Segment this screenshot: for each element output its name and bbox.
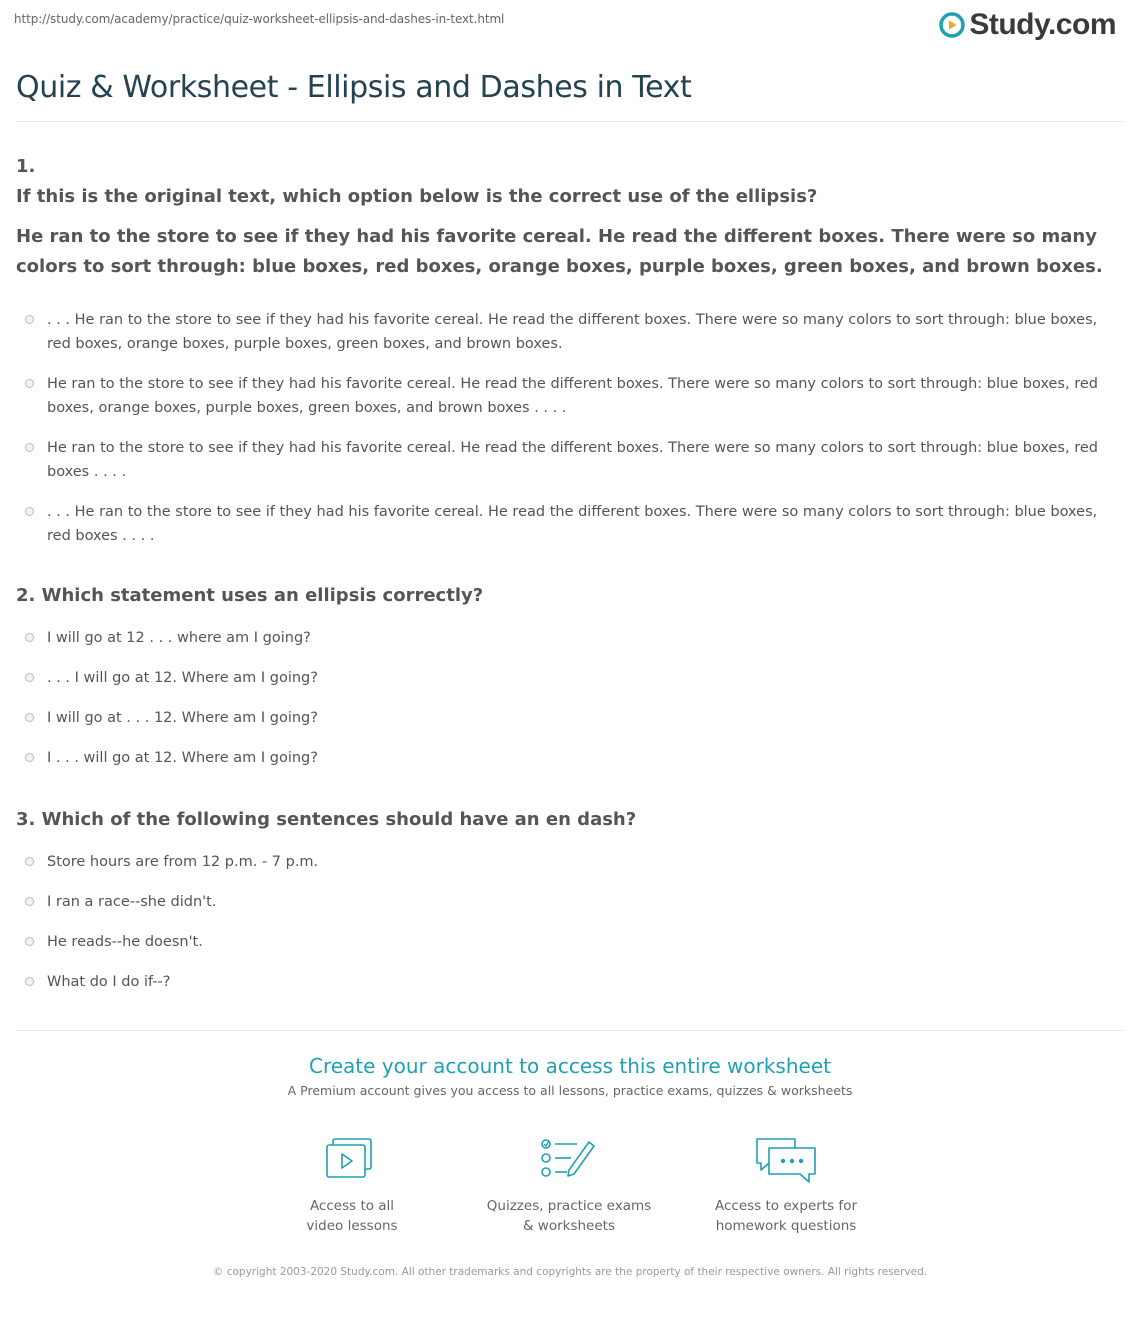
answer-option[interactable] (16, 706, 1124, 730)
feature-label-line: homework questions (715, 1218, 857, 1234)
option-text: He ran to the store to see if they had his favorite cereal. He read the different boxes. There were so many colors to sort through: blue boxes, red boxes . . . . (47, 440, 1098, 480)
question-prompt: 2. Which statement uses an ellipsis correctly? (16, 585, 484, 606)
feature-label-line: & worksheets (522, 1218, 615, 1234)
option-text: . . . I will go at 12. Where am I going? (47, 670, 318, 686)
question-3 (16, 805, 1124, 994)
answer-option[interactable] (16, 890, 1124, 914)
option-text: What do I do if--? (47, 974, 171, 990)
answer-option[interactable] (16, 930, 1124, 954)
answer-options (16, 308, 1124, 548)
answer-option[interactable] (16, 500, 1124, 548)
answer-options (16, 850, 1124, 994)
premium-subtitle: A Premium account gives you access to all lessons, practice exams, quizzes & worksheets (287, 1083, 853, 1098)
play-circle-logo-icon (939, 12, 965, 38)
title-divider (16, 121, 1124, 122)
cta-divider (16, 1030, 1124, 1031)
option-text: He reads--he doesn't. (47, 934, 203, 950)
question-number: 1. (16, 156, 36, 177)
copyright-footer: © copyright 2003-2020 Study.com. All other trademarks and copyrights are the property of their respective owners. All rights reserved. (212, 1266, 928, 1278)
option-text: I . . . will go at 12. Where am I going? (47, 750, 318, 766)
answer-option[interactable] (16, 436, 1124, 484)
question-prompt: If this is the original text, which option below is the correct use of the ellipsis? (16, 186, 818, 207)
study-logo[interactable] (939, 8, 1116, 42)
radio-button[interactable] (25, 937, 34, 946)
video-lessons-icon (324, 1136, 380, 1182)
logo-text: Study.com (969, 8, 1116, 41)
feature-quizzes (459, 1136, 679, 1236)
answer-option[interactable] (16, 308, 1124, 356)
feature-label-line: Quizzes, practice exams (486, 1198, 652, 1214)
feature-experts (676, 1136, 896, 1236)
feature-label-line: video lessons (306, 1218, 398, 1234)
answer-option[interactable] (16, 666, 1124, 690)
option-text: Store hours are from 12 p.m. - 7 p.m. (47, 854, 319, 870)
question-2 (16, 581, 1124, 770)
expert-chat-icon (753, 1136, 819, 1186)
option-text: I will go at 12 . . . where am I going? (47, 630, 311, 646)
answer-option[interactable] (16, 970, 1124, 994)
radio-button[interactable] (25, 507, 34, 516)
radio-button[interactable] (25, 897, 34, 906)
radio-button[interactable] (25, 673, 34, 682)
radio-button[interactable] (25, 713, 34, 722)
radio-button[interactable] (25, 443, 34, 452)
question-passage: He ran to the store to see if they had his favorite cereal. He read the different boxes. There were so many colors to sort through: blue boxes, red boxes, orange boxes, purple boxes, green boxes, and brown boxes. (16, 226, 1103, 277)
question-1 (16, 152, 1124, 548)
feature-label-line: Access to experts for (714, 1198, 857, 1214)
feature-video-lessons (242, 1136, 462, 1236)
radio-button[interactable] (25, 977, 34, 986)
radio-button[interactable] (25, 857, 34, 866)
radio-button[interactable] (25, 315, 34, 324)
option-text: I ran a race--she didn't. (47, 894, 217, 910)
quiz-checklist-icon (539, 1136, 599, 1182)
radio-button[interactable] (25, 753, 34, 762)
answer-option[interactable] (16, 850, 1124, 874)
answer-option[interactable] (16, 746, 1124, 770)
option-text: He ran to the store to see if they had his favorite cereal. He read the different boxes. There were so many colors to sort through: blue boxes, red boxes, orange boxes, purple boxes, green boxes, and brown boxes . . . . (47, 376, 1098, 416)
answer-option[interactable] (16, 372, 1124, 420)
create-account-link[interactable]: Create your account to access this entire worksheet (309, 1054, 831, 1078)
option-text: I will go at . . . 12. Where am I going? (47, 710, 318, 726)
question-prompt: 3. Which of the following sentences should have an en dash? (16, 809, 637, 830)
page-title: Quiz & Worksheet - Ellipsis and Dashes in Text (16, 70, 692, 105)
answer-options (16, 626, 1124, 770)
radio-button[interactable] (25, 379, 34, 388)
option-text: . . . He ran to the store to see if they had his favorite cereal. He read the different boxes. There were so many colors to sort through: blue boxes, red boxes . . . . (47, 504, 1098, 544)
page-url: http://study.com/academy/practice/quiz-worksheet-ellipsis-and-dashes-in-text.html (14, 12, 505, 26)
feature-label-line: Access to all (309, 1198, 395, 1214)
option-text: . . . He ran to the store to see if they had his favorite cereal. He read the different boxes. There were so many colors to sort through: blue boxes, red boxes, orange boxes, purple boxes, green boxes, and brown boxes. (47, 312, 1098, 352)
radio-button[interactable] (25, 633, 34, 642)
answer-option[interactable] (16, 626, 1124, 650)
